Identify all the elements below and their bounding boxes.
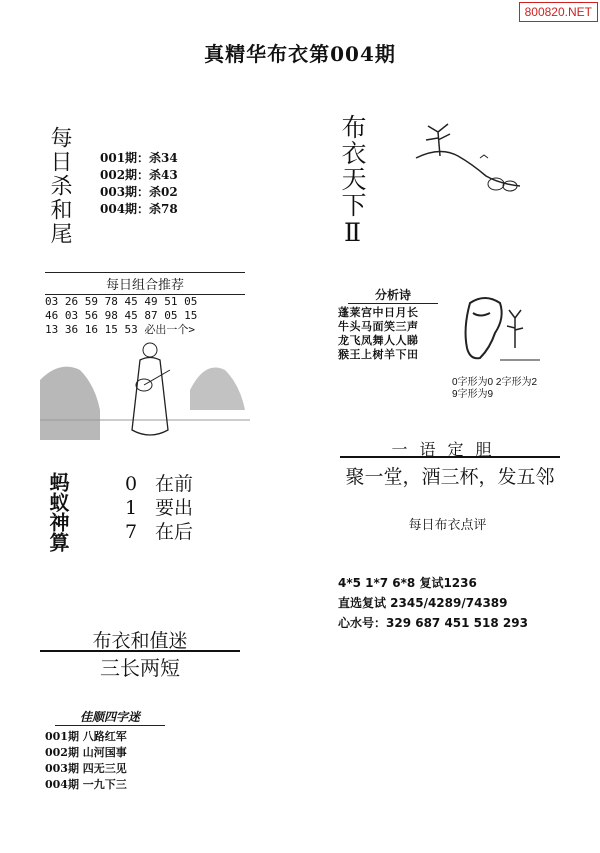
poem-line: 龙飞凤舞人人睇 — [338, 334, 419, 347]
kill-tail-heading: 每日杀和尾 — [47, 126, 72, 246]
page-title: 真精华布衣第004期 — [204, 42, 396, 66]
plant-sketch-illustration — [410, 118, 530, 198]
ant-text: 在后 — [155, 521, 194, 543]
number-line: 心水号：329 687 451 518 293 — [338, 616, 528, 630]
buyi-heading: 布衣天下Ⅱ — [338, 114, 367, 248]
combo-title: 每日组合推荐 — [45, 272, 245, 295]
motto-divider — [340, 456, 560, 458]
poem-line: 牛头马面笑三声 — [338, 320, 419, 333]
list-item: 004期：杀78 — [100, 202, 178, 216]
list-item: 001期 八路红军 — [45, 730, 127, 743]
kill-tail-list — [100, 150, 178, 218]
ant-calc-heading: 蚂蚁神算 — [46, 472, 70, 552]
ant-number: 0 — [125, 473, 138, 495]
digit-note: 9字形为9 — [452, 389, 494, 400]
ant-row — [125, 472, 193, 496]
bull-head-illustration — [455, 288, 545, 373]
poem-line: 猴王上树羊下田 — [338, 348, 419, 361]
riddle-title: 布衣和值迷 — [92, 630, 188, 652]
list-item: 002期：杀43 — [100, 168, 178, 182]
ant-row — [125, 496, 193, 520]
combo-recommend-panel — [45, 272, 245, 337]
daily-comment-heading: 每日布衣点评 — [408, 518, 487, 533]
number-line: 直选复试 2345/4289/74389 — [338, 596, 508, 610]
ant-text: 在前 — [155, 473, 194, 495]
poem-title: 分析诗 — [348, 286, 438, 304]
motto-text: 聚一堂，酒三杯，发五邻 — [345, 466, 555, 488]
ant-calc-rows — [125, 472, 193, 544]
combo-row: 13 36 16 15 53 必出一个> — [45, 323, 195, 336]
list-item: 003期：杀02 — [100, 185, 178, 199]
list-item: 004期 一九下三 — [45, 778, 127, 791]
motto-title: 一语定胆 — [391, 440, 504, 459]
digit-note: 0字形为0 2字形为2 — [452, 377, 538, 388]
riddle-text: 三长两短 — [100, 656, 180, 680]
combo-row: 03 26 59 78 45 49 51 05 — [45, 295, 198, 308]
list-item: 003期 四无三见 — [45, 762, 127, 775]
ant-row — [125, 520, 193, 544]
digit-shape-notes — [452, 377, 537, 401]
list-item: 001期：杀34 — [100, 151, 178, 165]
site-watermark: 800820.NET — [519, 2, 598, 22]
ant-text: 要出 — [155, 497, 194, 519]
four-char-title: 佳顺四字迷 — [55, 708, 165, 726]
list-item: 002期 山河国事 — [45, 746, 127, 759]
number-line: 4*5 1*7 6*8 复试1236 — [338, 576, 477, 590]
recommended-numbers — [338, 573, 528, 633]
analysis-poem — [338, 286, 448, 362]
four-char-riddle-panel — [45, 708, 175, 793]
poem-line: 蓬莱宫中日月长 — [338, 306, 419, 319]
ant-number: 7 — [125, 521, 138, 543]
combo-row: 46 03 56 98 45 87 05 15 — [45, 309, 198, 322]
ant-number: 1 — [125, 497, 138, 519]
lady-landscape-illustration — [40, 330, 250, 450]
